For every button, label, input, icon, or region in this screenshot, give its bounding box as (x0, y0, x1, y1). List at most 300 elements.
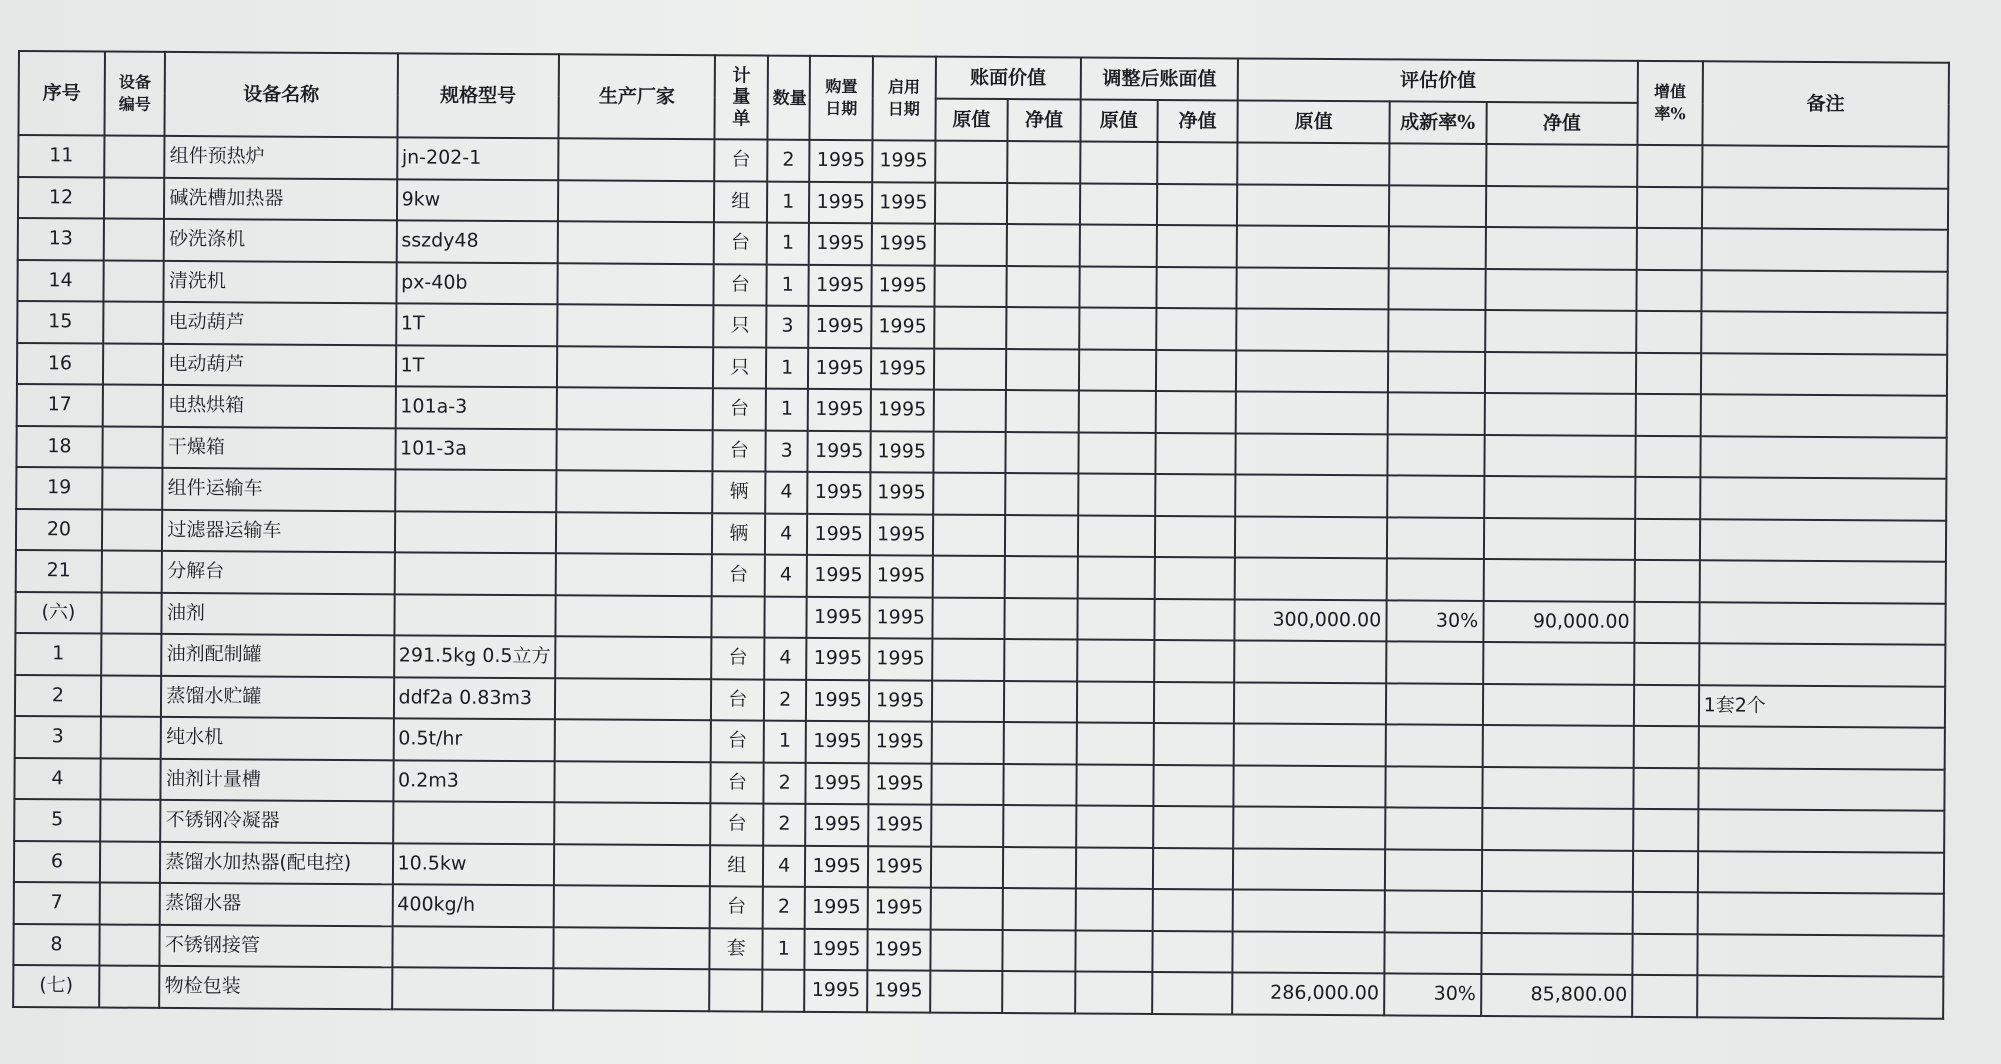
cell-remark (1697, 934, 1944, 977)
header-remarks: 备注 (1702, 61, 1949, 147)
cell-buy-date: 1995 (806, 721, 869, 763)
cell-remark (1701, 311, 1948, 354)
cell-maker (555, 636, 712, 678)
cell-eval-original (1237, 308, 1389, 350)
cell-eval-original (1233, 848, 1385, 890)
cell-seq: 11 (18, 135, 104, 177)
cell-unit: 只 (713, 347, 766, 389)
cell-name: 电热烘箱 (163, 385, 395, 428)
cell-remark: 1套2个 (1699, 685, 1946, 728)
cell-use-date: 1995 (870, 514, 933, 556)
cell-unit: 台 (713, 430, 766, 472)
cell-increase-rate (1636, 394, 1701, 436)
cell-newness-rate: 30% (1386, 600, 1483, 642)
cell-unit: 台 (712, 637, 765, 679)
cell-buy-date: 1995 (807, 638, 870, 680)
cell-name: 清洗机 (164, 260, 396, 303)
cell-unit (710, 969, 763, 1011)
cell-seq: 13 (18, 218, 104, 260)
cell-spec: 400kg/h (392, 884, 554, 926)
cell-eval-original (1234, 723, 1386, 765)
header-spec: 规格型号 (397, 53, 559, 138)
cell-book-original (931, 805, 1004, 847)
cell-qty: 1 (767, 181, 810, 223)
cell-book-original (931, 763, 1004, 805)
cell-eval-original (1237, 267, 1389, 309)
cell-adj-original (1080, 183, 1157, 225)
cell-name: 油剂配制罐 (162, 634, 394, 677)
cell-eval-original (1238, 142, 1390, 184)
cell-code (102, 426, 163, 468)
cell-buy-date: 1995 (805, 887, 868, 929)
cell-adj-net (1157, 183, 1238, 225)
header-eval-net: 净值 (1486, 102, 1638, 145)
cell-use-date: 1995 (871, 306, 934, 348)
cell-book-net (1007, 266, 1080, 308)
cell-eval-net (1485, 227, 1637, 269)
cell-increase-rate (1635, 477, 1700, 519)
cell-qty: 1 (767, 223, 810, 265)
cell-code (99, 966, 160, 1008)
cell-eval-net (1482, 808, 1634, 850)
cell-qty: 4 (765, 513, 808, 555)
cell-buy-date: 1995 (805, 928, 868, 970)
cell-increase-rate (1635, 435, 1700, 477)
cell-name: 组件预热炉 (165, 136, 397, 179)
cell-buy-date: 1995 (809, 223, 872, 265)
cell-eval-net (1481, 891, 1633, 933)
cell-use-date: 1995 (868, 804, 931, 846)
cell-book-original (933, 390, 1006, 432)
cell-remark (1701, 270, 1948, 313)
cell-adj-original (1076, 805, 1153, 847)
cell-code (100, 717, 161, 759)
cell-maker (557, 304, 714, 346)
cell-maker (557, 346, 714, 388)
cell-increase-rate (1633, 809, 1698, 851)
cell-eval-original (1236, 433, 1388, 475)
cell-increase-rate (1632, 975, 1697, 1017)
cell-adj-original (1078, 556, 1155, 598)
cell-use-date: 1995 (869, 597, 932, 639)
cell-increase-rate (1636, 352, 1701, 394)
cell-remark (1698, 768, 1945, 811)
cell-eval-net: 90,000.00 (1483, 600, 1635, 642)
cell-qty: 2 (763, 762, 806, 804)
cell-qty: 1 (766, 389, 809, 431)
cell-book-original (930, 888, 1003, 930)
cell-use-date: 1995 (868, 763, 931, 805)
cell-code (101, 551, 162, 593)
cell-eval-net (1485, 268, 1637, 310)
cell-name: 碱洗槽加热器 (164, 177, 396, 220)
cell-adj-original (1078, 515, 1155, 557)
cell-increase-rate (1633, 892, 1698, 934)
cell-newness-rate (1384, 890, 1481, 932)
cell-remark (1697, 892, 1944, 935)
cell-code (101, 634, 162, 676)
cell-qty: 3 (766, 306, 809, 348)
cell-maker (555, 719, 712, 761)
cell-qty: 1 (764, 721, 807, 763)
cell-remark (1699, 643, 1946, 686)
cell-maker (556, 470, 713, 512)
cell-spec (394, 594, 556, 636)
cell-remark (1702, 187, 1949, 230)
cell-book-original (934, 182, 1007, 224)
header-use-date: 启用日期 (872, 56, 935, 140)
header-row-top (19, 51, 1949, 105)
cell-use-date: 1995 (872, 182, 935, 224)
cell-adj-net (1152, 847, 1233, 889)
cell-seq: 17 (17, 384, 103, 426)
cell-buy-date: 1995 (809, 306, 872, 348)
cell-name: 蒸馏水贮罐 (161, 675, 393, 718)
cell-code (103, 343, 164, 385)
cell-code (100, 800, 161, 842)
cell-use-date: 1995 (867, 970, 930, 1012)
cell-unit: 组 (710, 845, 763, 887)
cell-adj-net (1157, 142, 1238, 184)
cell-maker (555, 595, 712, 637)
cell-book-net (1005, 598, 1078, 640)
cell-book-net (1007, 183, 1080, 225)
cell-adj-original (1079, 349, 1156, 391)
cell-eval-net (1485, 310, 1637, 352)
cell-book-net (1004, 722, 1077, 764)
cell-code (99, 883, 160, 925)
cell-maker (555, 678, 712, 720)
cell-unit (712, 596, 765, 638)
cell-book-original (935, 141, 1008, 183)
cell-spec: jn-202-1 (397, 137, 559, 179)
cell-spec: 101-3a (395, 428, 557, 470)
cell-newness-rate: 30% (1384, 973, 1481, 1015)
cell-maker (558, 138, 715, 180)
cell-remark (1699, 560, 1946, 603)
cell-book-net (1002, 971, 1075, 1013)
cell-eval-original (1237, 225, 1389, 267)
header-book-net: 净值 (1008, 99, 1081, 141)
cell-book-original (930, 971, 1003, 1013)
cell-newness-rate (1387, 475, 1484, 517)
cell-eval-net (1483, 559, 1635, 601)
cell-eval-net (1484, 517, 1636, 559)
cell-seq: 4 (14, 757, 100, 799)
cell-increase-rate (1633, 767, 1698, 809)
cell-seq: (七) (13, 965, 99, 1007)
cell-code (102, 468, 163, 510)
cell-newness-rate (1385, 807, 1482, 849)
header-name: 设备名称 (165, 52, 398, 137)
cell-book-net (1005, 473, 1078, 515)
cell-eval-original: 286,000.00 (1232, 972, 1384, 1014)
cell-seq: 6 (14, 840, 100, 882)
cell-increase-rate (1634, 643, 1699, 685)
cell-maker (556, 429, 713, 471)
cell-newness-rate (1387, 434, 1484, 476)
cell-qty: 4 (763, 845, 806, 887)
cell-book-original (931, 722, 1004, 764)
cell-maker (557, 387, 714, 429)
cell-book-original (934, 307, 1007, 349)
cell-qty: 2 (763, 804, 806, 846)
cell-name: 电动葫芦 (164, 302, 396, 345)
cell-seq: 2 (15, 674, 101, 716)
cell-eval-original (1234, 765, 1386, 807)
cell-eval-original (1234, 640, 1386, 682)
cell-code (104, 136, 165, 178)
cell-eval-original (1233, 889, 1385, 931)
cell-code (103, 302, 164, 344)
cell-spec: 10.5kw (392, 843, 554, 885)
cell-increase-rate (1632, 933, 1697, 975)
cell-book-original (932, 597, 1005, 639)
cell-adj-net (1154, 557, 1235, 599)
cell-buy-date: 1995 (809, 264, 872, 306)
cell-newness-rate (1389, 185, 1486, 227)
cell-spec (393, 801, 555, 843)
cell-seq: 12 (18, 177, 104, 219)
cell-code (104, 219, 165, 261)
cell-buy-date: 1995 (809, 181, 872, 223)
cell-adj-original (1079, 307, 1156, 349)
cell-seq: 19 (16, 467, 102, 509)
cell-increase-rate (1633, 850, 1698, 892)
cell-newness-rate (1385, 724, 1482, 766)
cell-newness-rate (1388, 226, 1485, 268)
cell-eval-original (1236, 391, 1388, 433)
cell-adj-net (1154, 598, 1235, 640)
cell-spec: 0.2m3 (393, 760, 555, 802)
cell-spec: px-40b (396, 262, 558, 304)
header-qty: 数量 (767, 56, 810, 140)
cell-use-date: 1995 (872, 140, 935, 182)
cell-buy-date: 1995 (808, 472, 871, 514)
header-increase-rate: 增值率% (1637, 61, 1702, 145)
cell-book-original (933, 431, 1006, 473)
cell-use-date: 1995 (868, 887, 931, 929)
cell-code (104, 177, 165, 219)
cell-newness-rate (1386, 641, 1483, 683)
cell-qty: 3 (765, 430, 808, 472)
cell-qty (762, 970, 805, 1012)
cell-maker (556, 512, 713, 554)
cell-buy-date: 1995 (806, 762, 869, 804)
cell-newness-rate (1384, 932, 1481, 974)
cell-unit: 辆 (712, 513, 765, 555)
cell-adj-net (1154, 515, 1235, 557)
cell-eval-net (1482, 766, 1634, 808)
cell-adj-original (1075, 971, 1152, 1013)
cell-spec: 1T (396, 303, 558, 345)
header-newness-rate: 成新率% (1389, 101, 1486, 144)
cell-name: 物检包装 (160, 966, 392, 1009)
cell-name: 组件运输车 (163, 468, 395, 511)
cell-increase-rate (1634, 726, 1699, 768)
cell-book-original (932, 514, 1005, 556)
cell-newness-rate (1388, 268, 1485, 310)
cell-adj-net (1153, 681, 1234, 723)
cell-increase-rate (1637, 186, 1702, 228)
cell-adj-original (1076, 888, 1153, 930)
cell-remark (1700, 394, 1947, 437)
cell-adj-net (1152, 972, 1233, 1014)
cell-buy-date: 1995 (804, 970, 867, 1012)
cell-name: 过滤器运输车 (162, 509, 394, 552)
cell-adj-net (1155, 474, 1236, 516)
cell-unit: 台 (711, 803, 764, 845)
cell-maker (553, 968, 710, 1010)
cell-book-original (932, 556, 1005, 598)
cell-remark (1699, 602, 1946, 645)
cell-newness-rate (1385, 766, 1482, 808)
cell-use-date: 1995 (870, 555, 933, 597)
cell-unit: 组 (714, 181, 767, 223)
cell-buy-date: 1995 (807, 596, 870, 638)
cell-spec (394, 552, 556, 594)
cell-remark (1700, 477, 1947, 520)
cell-maker (558, 180, 715, 222)
cell-adj-original (1075, 930, 1152, 972)
cell-buy-date: 1995 (808, 389, 871, 431)
cell-spec (394, 511, 556, 553)
cell-increase-rate (1636, 269, 1701, 311)
cell-book-net (1004, 764, 1077, 806)
cell-use-date: 1995 (871, 389, 934, 431)
cell-spec: 9kw (396, 179, 558, 221)
table-body (13, 135, 1948, 1018)
cell-name: 砂洗涤机 (164, 219, 396, 262)
cell-book-original (933, 348, 1006, 390)
cell-increase-rate (1635, 518, 1700, 560)
header-buy-date: 购置日期 (810, 56, 873, 140)
cell-unit: 台 (714, 222, 767, 264)
cell-book-net (1006, 307, 1079, 349)
cell-seq: (六) (15, 591, 101, 633)
cell-maker (556, 553, 713, 595)
header-code: 设备编号 (104, 52, 165, 136)
cell-remark (1698, 809, 1945, 852)
cell-code (103, 385, 164, 427)
cell-unit: 台 (711, 679, 764, 721)
cell-eval-net (1483, 642, 1635, 684)
cell-book-net (1003, 888, 1076, 930)
cell-eval-net (1485, 351, 1637, 393)
cell-qty: 1 (762, 928, 805, 970)
cell-use-date: 1995 (871, 348, 934, 390)
cell-use-date: 1995 (872, 223, 935, 265)
cell-eval-original (1235, 516, 1387, 558)
cell-eval-net: 85,800.00 (1481, 974, 1633, 1016)
cell-maker (554, 844, 711, 886)
cell-buy-date: 1995 (808, 430, 871, 472)
header-book-value: 账面价值 (935, 57, 1081, 100)
cell-buy-date: 1995 (807, 555, 870, 597)
cell-book-net (1005, 556, 1078, 598)
cell-adj-original (1077, 598, 1154, 640)
cell-use-date: 1995 (869, 721, 932, 763)
cell-book-net (1007, 141, 1080, 183)
cell-qty: 1 (766, 264, 809, 306)
cell-book-net (1006, 349, 1079, 391)
header-book-original: 原值 (935, 99, 1008, 141)
cell-name: 蒸馏水加热器(配电控) (160, 841, 392, 884)
cell-qty: 4 (765, 472, 808, 514)
cell-adj-net (1153, 806, 1234, 848)
cell-spec (392, 967, 554, 1009)
cell-book-original (934, 224, 1007, 266)
cell-newness-rate (1385, 849, 1482, 891)
cell-increase-rate (1634, 601, 1699, 643)
cell-remark (1698, 726, 1945, 769)
cell-code (101, 675, 162, 717)
cell-name: 干燥箱 (163, 426, 395, 469)
cell-maker (553, 927, 710, 969)
cell-seq: 18 (16, 425, 102, 467)
cell-eval-original (1234, 682, 1386, 724)
cell-seq: 15 (17, 301, 103, 343)
header-eval-value: 评估价值 (1238, 58, 1638, 102)
cell-book-net (1006, 390, 1079, 432)
cell-name: 分解台 (162, 551, 394, 594)
cell-book-net (1003, 805, 1076, 847)
cell-buy-date: 1995 (810, 140, 873, 182)
cell-eval-original (1233, 931, 1385, 973)
cell-buy-date: 1995 (806, 804, 869, 846)
cell-eval-original (1236, 474, 1388, 516)
cell-remark (1701, 353, 1948, 396)
cell-remark (1700, 436, 1947, 479)
cell-name: 蒸馏水器 (160, 883, 392, 926)
cell-use-date: 1995 (870, 472, 933, 514)
cell-adj-net (1156, 308, 1237, 350)
cell-adj-net (1155, 432, 1236, 474)
cell-seq: 5 (14, 799, 100, 841)
cell-qty: 2 (767, 140, 810, 182)
cell-eval-net (1484, 434, 1636, 476)
cell-increase-rate (1634, 684, 1699, 726)
cell-adj-net (1155, 391, 1236, 433)
header-adj-original: 原值 (1080, 99, 1157, 141)
cell-unit: 台 (713, 388, 766, 430)
cell-book-net (1003, 930, 1076, 972)
cell-remark (1701, 228, 1948, 271)
cell-increase-rate (1635, 560, 1700, 602)
cell-book-net (1007, 224, 1080, 266)
cell-qty (764, 596, 807, 638)
cell-name: 电动葫芦 (163, 343, 395, 386)
cell-increase-rate (1637, 145, 1702, 187)
cell-adj-original (1077, 722, 1154, 764)
cell-eval-net (1481, 932, 1633, 974)
cell-adj-original (1078, 432, 1155, 474)
cell-newness-rate (1388, 309, 1485, 351)
cell-buy-date: 1995 (807, 513, 870, 555)
cell-qty: 2 (763, 887, 806, 929)
cell-code (101, 592, 162, 634)
cell-qty: 4 (765, 555, 808, 597)
cell-seq: 8 (13, 923, 99, 965)
cell-spec: 0.5t/hr (393, 718, 555, 760)
cell-newness-rate (1386, 683, 1483, 725)
cell-adj-original (1078, 473, 1155, 515)
cell-spec: 1T (395, 345, 557, 387)
cell-book-original (932, 639, 1005, 681)
cell-code (100, 758, 161, 800)
cell-book-net (1004, 639, 1077, 681)
cell-code (99, 924, 160, 966)
